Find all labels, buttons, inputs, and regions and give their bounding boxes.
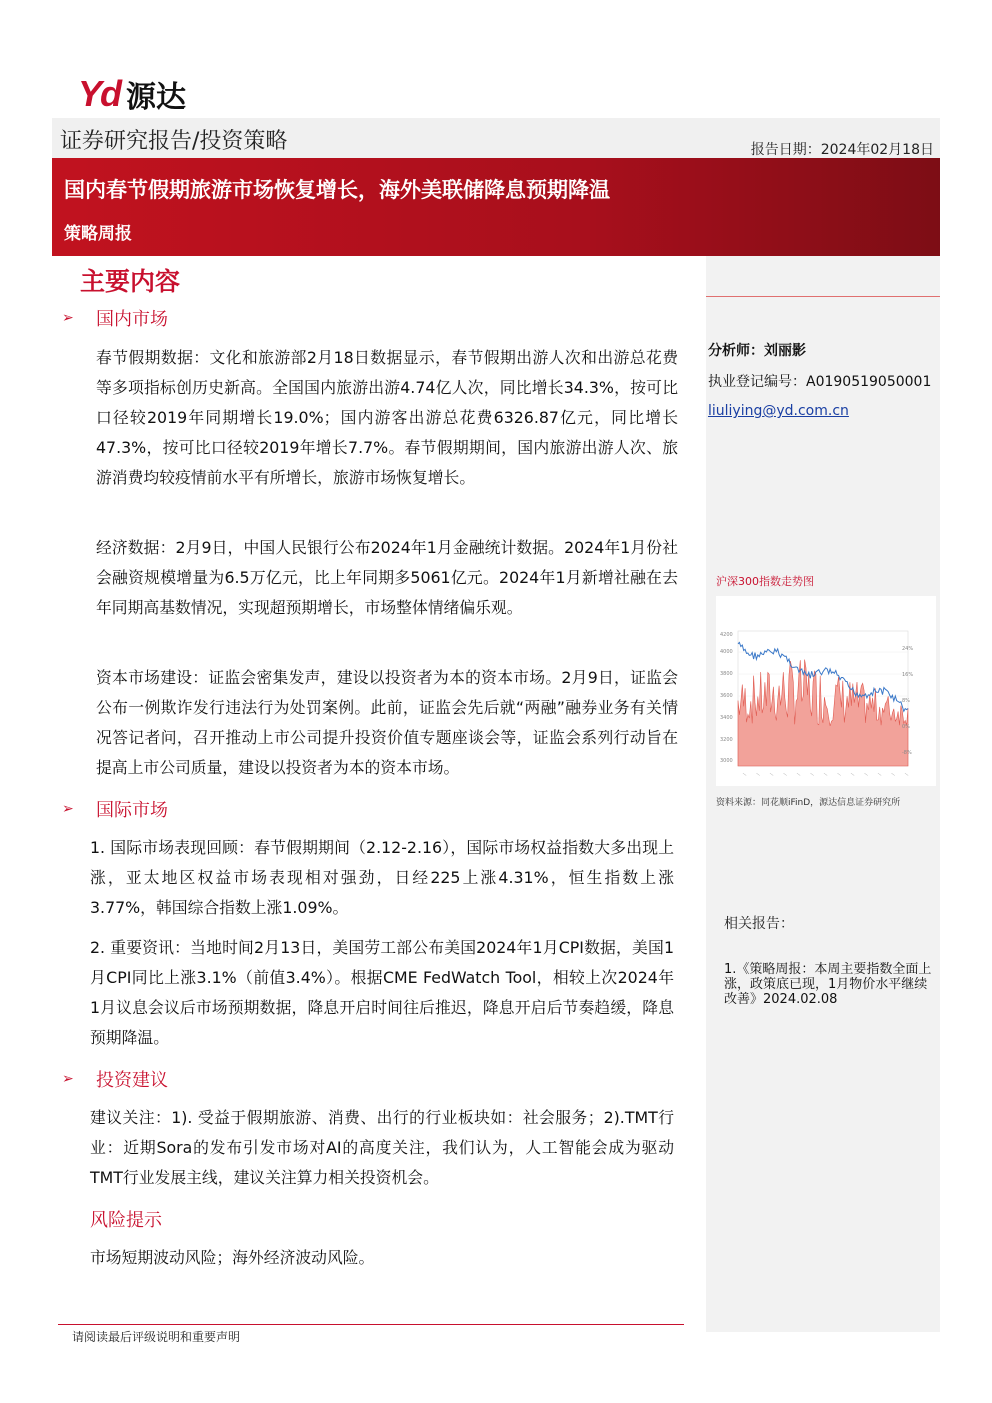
svg-text:—: — — [767, 771, 775, 779]
section-investment-advice — [60, 1066, 168, 1092]
footer-disclaimer: 请阅读最后评级说明和重要声明 — [72, 1330, 241, 1344]
risk-title: 风险提示 — [90, 1210, 162, 1231]
date-label: 报告日期： — [750, 142, 821, 158]
date-value: 2024年02月18日 — [820, 142, 934, 158]
paragraph: 经济数据：2月9日，中国人民银行公布2024年1月金融统计数据。2024年1月份社会融资规模增量为6.5万亿元，比上年同期多5061亿元。2024年1月新增社融在去年同期高基数情况，实现超预期增长，市场整体情绪偏乐观。 — [96, 538, 678, 617]
paragraph: 春节假期数据：文化和旅游部2月18日数据显示，春节假期出游人次和出游总花费等多项指标创历史新高。全国国内旅游出游4.74亿人次，同比增长34.3%，按可比口径较2019年同期增长19.0%；国内游客出游总花费6326.87亿元，同比增长47.3%，按可比口径较2019年增长7.7%。春节假期期间，国内旅游出游人次、旅游消费均较疫情前水平有所增长，旅游市场恢复增长。 — [96, 348, 678, 487]
paragraph: 建议关注：1). 受益于假期旅游、消费、出行的行业板块如：社会服务；2).TMT行业：近期Sora的发布引发市场对AI的高度关注，我们认为，人工智能会成为驱动TMT行业发展主线，建议关注算力相关投资机会。 — [90, 1108, 674, 1187]
section-title: 投资建议 — [96, 1070, 168, 1091]
report-headline: 国内春节假期旅游市场恢复增长，海外美联储降息预期降温 — [64, 178, 610, 202]
svg-text:—: — — [808, 771, 815, 779]
index-chart-graphic — [716, 596, 936, 786]
section-domestic-market — [60, 305, 168, 331]
logo-mark: Yd — [78, 73, 121, 114]
svg-text:3600: 3600 — [720, 693, 733, 699]
report-category: 证券研究报告/投资策略 — [60, 129, 288, 154]
svg-text:—: — — [794, 771, 802, 779]
title-banner — [52, 158, 940, 256]
svg-text:—: — — [902, 771, 910, 779]
chevron-right-icon: ➢ — [62, 1071, 74, 1087]
svg-text:4000: 4000 — [720, 649, 733, 655]
report-type: 策略周报 — [64, 224, 132, 244]
svg-text:3800: 3800 — [720, 671, 733, 677]
footer-divider — [58, 1324, 684, 1325]
svg-text:0%: 0% — [902, 724, 910, 730]
svg-text:—: — — [875, 771, 883, 779]
svg-text:4200: 4200 — [720, 632, 733, 638]
svg-text:3400: 3400 — [720, 715, 733, 721]
report-date — [751, 139, 934, 159]
svg-text:—: — — [754, 771, 761, 779]
chevron-right-icon: ➢ — [62, 310, 74, 326]
section-title: 国内市场 — [96, 309, 168, 330]
svg-text:—: — — [848, 771, 856, 779]
svg-text:24%: 24% — [902, 646, 914, 652]
logo — [78, 74, 186, 114]
main-content-heading: 主要内容 — [80, 267, 181, 296]
logo-name: 源达 — [126, 80, 187, 115]
index-chart-image — [716, 596, 936, 786]
svg-text:—: — — [821, 771, 829, 779]
svg-text:—: — — [781, 771, 788, 779]
svg-text:3000: 3000 — [720, 758, 733, 764]
chart-source: 资料来源：同花顺iFinD，源达信息证券研究所 — [716, 798, 901, 808]
risk-text: 市场短期波动风险；海外经济波动风险。 — [90, 1248, 375, 1267]
index-chart-title: 沪深300指数走势图 — [716, 575, 814, 588]
svg-text:—: — — [889, 771, 896, 779]
svg-text:8%: 8% — [902, 698, 910, 704]
sidebar-divider — [706, 296, 940, 297]
chevron-right-icon: ➢ — [62, 801, 74, 817]
related-report-item[interactable]: 1.《策略周报：本周主要指数全面上涨，政策底已现，1月物价水平继续改善》2024.02.08 — [724, 962, 932, 1007]
analyst-name: 分析师：刘丽影 — [708, 343, 806, 359]
svg-text:-8%: -8% — [902, 750, 912, 756]
svg-text:16%: 16% — [902, 672, 914, 678]
section-title: 国际市场 — [96, 800, 168, 821]
paragraph: 资本市场建设：证监会密集发声，建设以投资者为本的资本市场。2月9日，证监会公布一例欺诈发行违法行为处罚案例。此前，证监会先后就“两融”融券业务有关情况答记者问，召开推动上市公司提升投资价值专题座谈会等，证监会系列行动旨在提高上市公司质量，建设以投资者为本的资本市场。 — [96, 668, 678, 777]
paragraph: 1. 国际市场表现回顾：春节假期期间（2.12-2.16），国际市场权益指数大多出现上涨，亚太地区权益市场表现相对强劲，日经225上涨4.31%，恒生指数上涨3.77%，韩国综合指数上涨1.09%。 — [90, 838, 674, 917]
svg-text:—: — — [862, 771, 869, 779]
analyst-email-link[interactable]: liuliying@yd.com.cn — [708, 403, 849, 419]
svg-text:—: — — [740, 771, 748, 779]
license-number: 执业登记编号：A0190519050001 — [708, 374, 932, 390]
svg-text:3200: 3200 — [720, 737, 733, 743]
related-reports-title: 相关报告： — [724, 916, 794, 932]
paragraph: 2. 重要资讯：当地时间2月13日，美国劳工部公布美国2024年1月CPI数据，美国1月CPI同比上涨3.1%（前值3.4%）。根据CME FedWatch Tool，相较上次2024年1月议息会议后市场预期数据，降息开启时间往后推迟，降息开启后节奏趋缓，降息预期降温。 — [90, 938, 674, 1047]
svg-text:—: — — [835, 771, 842, 779]
section-international-market — [60, 796, 168, 822]
